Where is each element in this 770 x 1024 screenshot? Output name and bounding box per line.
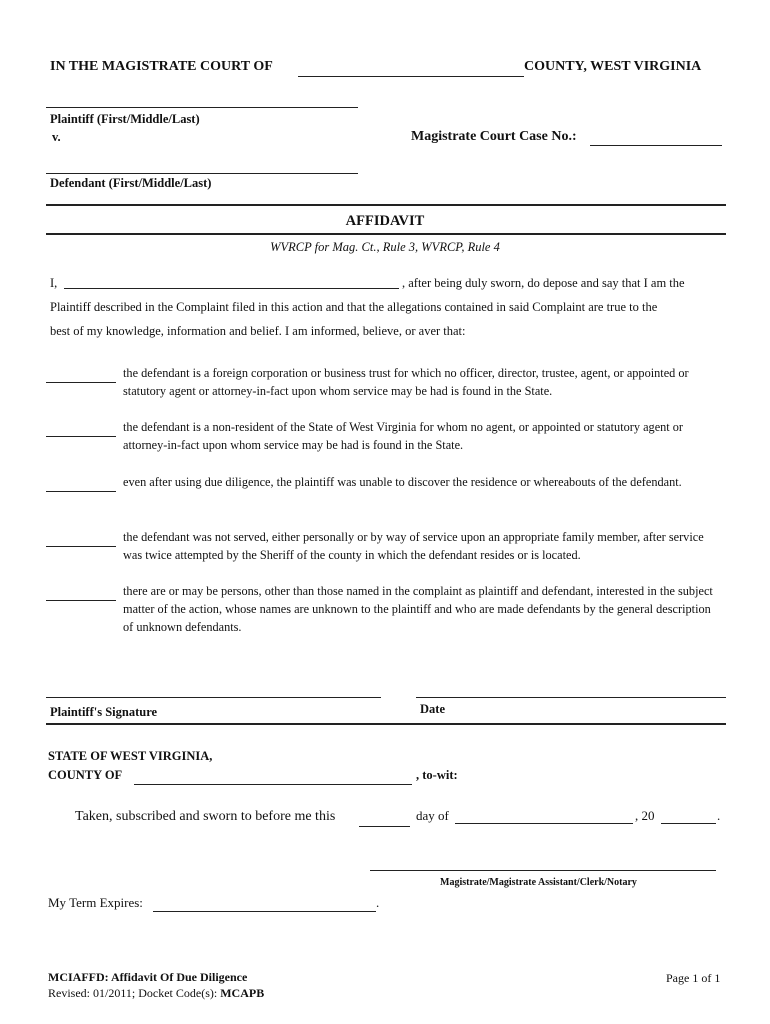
to-wit-label: , to-wit: bbox=[416, 768, 458, 782]
statement-line3: best of my knowledge, information and belief. I am informed, believe, or aver that: bbox=[50, 324, 466, 338]
date-label: Date bbox=[420, 702, 445, 716]
case-number-field[interactable] bbox=[590, 145, 722, 146]
plaintiff-name-field[interactable] bbox=[46, 107, 358, 108]
statement-line1: , after being duly sworn, do depose and say that I am the bbox=[402, 276, 685, 290]
year-prefix: , 20 bbox=[635, 808, 655, 823]
versus-label: v. bbox=[52, 130, 61, 144]
defendant-name-field[interactable] bbox=[46, 173, 358, 174]
rules-subtitle: WVRCP for Mag. Ct., Rule 3, WVRCP, Rule 4 bbox=[270, 240, 500, 254]
option-2-text: the defendant is a non-resident of the State of West Virginia for whom no agent, or appointed or statutory agent or attorney-in-fact upon whom service may be had is found in the State. bbox=[123, 420, 684, 452]
option-5-text: there are or may be persons, other than those named in the complaint as plaintiff and defendant, interested in the subject matter of the action, whose names are unknown to the plaintiff and who are made defendants by the general description of unknown defendants. bbox=[123, 584, 713, 634]
plaintiff-signature-field[interactable] bbox=[46, 697, 381, 698]
statement-prefix: I, bbox=[50, 276, 58, 290]
case-number-label: Magistrate Court Case No.: bbox=[411, 129, 577, 144]
option-3-checkline[interactable] bbox=[46, 491, 116, 492]
title-rule-bottom bbox=[46, 233, 726, 235]
officer-label: Magistrate/Magistrate Assistant/Clerk/Notary bbox=[440, 877, 637, 888]
officer-signature-field[interactable] bbox=[370, 870, 716, 871]
signature-rule bbox=[46, 723, 726, 725]
statement-line2: Plaintiff described in the Complaint filed in this action and that the allegations contained in said Complaint are true to the bbox=[50, 300, 658, 314]
sworn-year-field[interactable] bbox=[661, 823, 716, 824]
state-label: STATE OF WEST VIRGINIA, bbox=[48, 749, 213, 763]
year-end: . bbox=[717, 808, 721, 823]
option-4-text: the defendant was not served, either personally or by way of service upon an appropriate family member, after service was twice attempted by the Sheriff of the county in which the defendant resides or is located. bbox=[123, 530, 704, 562]
date-field[interactable] bbox=[416, 697, 726, 698]
title-rule-top bbox=[46, 204, 726, 206]
option-5-checkline[interactable] bbox=[46, 600, 116, 601]
term-expires-field[interactable] bbox=[153, 911, 376, 912]
page-number: Page 1 of 1 bbox=[666, 971, 721, 985]
option-2-checkline[interactable] bbox=[46, 436, 116, 437]
sworn-month-field[interactable] bbox=[455, 823, 633, 824]
plaintiff-label: Plaintiff (First/Middle/Last) bbox=[50, 112, 200, 126]
court-name-prefix: IN THE MAGISTRATE COURT OF bbox=[50, 59, 273, 74]
term-end: . bbox=[376, 895, 380, 910]
option-3-text: even after using due diligence, the plaintiff was unable to discover the residence or whereabouts of the defendant. bbox=[123, 475, 682, 489]
county-name-field[interactable] bbox=[298, 76, 524, 77]
sworn-day-field[interactable] bbox=[359, 826, 410, 827]
defendant-label: Defendant (First/Middle/Last) bbox=[50, 176, 212, 190]
option-1-text: the defendant is a foreign corporation or business trust for which no officer, director, trustee, agent, or appointed or statutory agent or attorney-in-fact upon whom service may be had is found in the State. bbox=[123, 366, 689, 398]
revision-info bbox=[48, 986, 264, 1001]
day-of-label: day of bbox=[416, 808, 449, 823]
option-1-checkline[interactable] bbox=[46, 382, 116, 383]
county-label: COUNTY OF bbox=[48, 768, 123, 782]
option-4-checkline[interactable] bbox=[46, 546, 116, 547]
court-name-suffix: COUNTY, WEST VIRGINIA bbox=[524, 59, 702, 74]
plaintiff-signature-label: Plaintiff's Signature bbox=[50, 705, 158, 719]
revised-text: Revised: 01/2011; Docket Code(s): bbox=[48, 986, 218, 1000]
docket-code: MCAPB bbox=[220, 986, 265, 1000]
notary-county-field[interactable] bbox=[134, 784, 412, 785]
sworn-statement: Taken, subscribed and sworn to before me this bbox=[75, 809, 336, 824]
affiant-name-field[interactable] bbox=[64, 288, 399, 289]
affidavit-title: AFFIDAVIT bbox=[345, 213, 425, 229]
form-id: MCIAFFD: Affidavit Of Due Diligence bbox=[48, 970, 248, 984]
term-expires-label: My Term Expires: bbox=[48, 895, 143, 910]
